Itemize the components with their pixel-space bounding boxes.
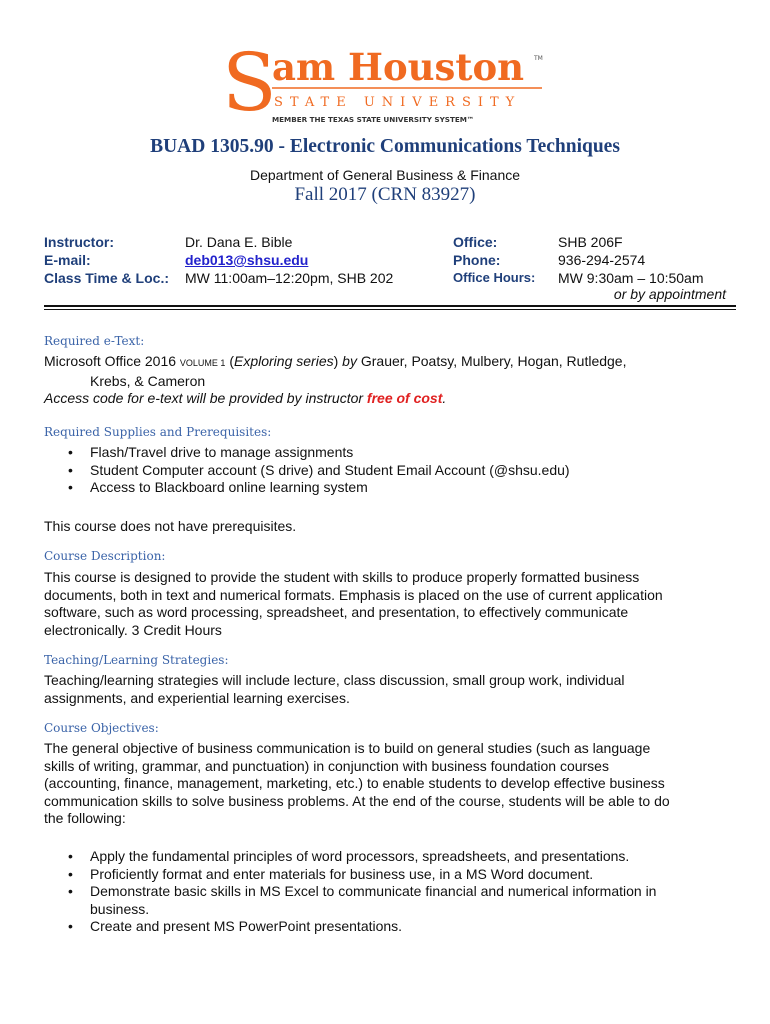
bullet-icon: • [68,479,73,495]
prerequisites-note: This course does not have prerequisites. [44,518,297,534]
supply-item-text: Student Computer account (S drive) and Student Email Account (@shsu.edu) [90,461,570,478]
description-line: software, such as word processing, spreadsheet, and presentation, to effectively communicate [44,604,629,620]
bullet-icon: • [68,444,73,460]
etext-series: Exploring series [234,353,334,369]
description-line: documents, both in text and numerical formats. Emphasis is placed on the use of current application [44,586,663,603]
instructor-label: Instructor: [44,234,114,250]
objectives-paragraph [44,740,734,828]
etext-by: by [342,353,357,369]
etext-title: Microsoft Office 2016 [44,353,180,369]
etext-volume: VOLUME 1 [179,358,226,368]
office-info-labels [453,233,535,287]
supplies-list [44,444,734,497]
etext-paren-open: ( [225,353,234,369]
logo-tagline-text: MEMBER THE TEXAS STATE UNIVERSITY SYSTEM™ [272,115,475,124]
instructor-info-labels [44,233,169,287]
objective-item-text-cont: business. [90,900,150,917]
logo-name-text: am Houston [272,45,525,89]
objectives-list [44,848,734,936]
etext-authors: Grauer, Poatsy, Mulbery, Hogan, Rutledge, [356,353,627,369]
objective-item-text: Apply the fundamental principles of word processors, spreadsheets, and presentations. [90,848,630,864]
department-name: Department of General Business & Finance [249,167,521,183]
office-hours-label: Office Hours: [453,270,536,285]
objective-item-text: Proficiently format and enter materials for business use, in a MS Word document. [90,865,594,882]
course-title: BUAD 1305.90 - Electronic Communications Techniques [150,136,620,157]
phone-value: 936-294-2574 [558,252,646,268]
etext-access-period: . [442,390,447,406]
etext-heading: Required e-Text: [44,334,145,348]
list-item [44,848,734,866]
bullet-icon: • [68,865,73,882]
office-value: SHB 206F [558,234,623,250]
phone-label: Phone: [453,252,501,268]
objectives-line: The general objective of business communication is to build on general studies (such as language [44,740,651,756]
list-item [44,462,734,480]
term-label: Fall 2017 (CRN 83927) [294,184,476,205]
bullet-icon: • [68,918,73,934]
objectives-line: (accounting, finance, management, marketing, etc.) to enable students to develop effective business [44,775,665,791]
supply-item-text: Flash/Travel drive to manage assignments [90,444,354,460]
office-info-values [558,233,704,287]
office-hours-note: or by appointment [613,286,726,302]
list-item [44,444,734,462]
description-heading: Course Description: [44,549,166,563]
header-rule-thin [44,309,736,310]
objectives-line: the following: [44,810,126,826]
class-time-value: MW 11:00am–12:20pm, SHB 202 [185,270,394,286]
supplies-heading: Required Supplies and Prerequisites: [44,425,272,439]
list-item [44,866,734,884]
bullet-icon: • [68,461,73,478]
class-time-label: Class Time & Loc.: [44,270,170,286]
list-item [44,918,734,936]
objective-item-text: Create and present MS PowerPoint presentations. [90,918,403,934]
etext-paragraph [44,353,734,408]
email-label: E-mail: [44,252,91,268]
strategies-heading: Teaching/Learning Strategies: [44,653,229,667]
logo-tm-text: TM [534,55,543,62]
strategies-line: assignments, and experiential learning exercises. [44,689,350,706]
office-hours-value: MW 9:30am – 10:50am [558,270,704,286]
bullet-icon: • [68,883,73,899]
strategies-line: Teaching/learning strategies will include lecture, class discussion, small group work, individual [44,672,625,688]
description-line: electronically. 3 Credit Hours [44,621,222,638]
office-label: Office: [453,234,498,250]
instructor-name: Dr. Dana E. Bible [185,234,293,250]
description-paragraph [44,569,734,639]
list-item [44,883,734,918]
etext-free-of-cost: free of cost [366,390,443,406]
objective-item-text: Demonstrate basic skills in MS Excel to communicate financial and numerical information in [90,883,657,899]
instructor-info-values [185,233,393,287]
strategies-paragraph [44,672,734,707]
supply-item-text: Access to Blackboard online learning system [90,479,368,495]
etext-access-text: Access code for e-text will be provided by instructor [44,390,367,406]
list-item [44,479,734,497]
sam-houston-state-university-logo [222,42,552,128]
header-rule [44,305,736,307]
logo-s-letter: S [222,42,277,128]
bullet-icon: • [68,848,73,864]
etext-authors-cont: Krebs, & Cameron [90,372,206,389]
email-link[interactable]: deb013@shsu.edu [185,252,309,268]
etext-paren-close: ) [333,353,343,369]
logo-university-text: STATE UNIVERSITY [274,95,522,110]
objectives-heading: Course Objectives: [44,721,159,735]
description-line: This course is designed to provide the student with skills to produce properly formatted business [44,569,640,585]
objectives-line: communication skills to solve business problems. At the end of the course, students will be able to do [44,792,670,809]
objectives-line: skills of writing, grammar, and punctuation) in conjunction with business foundation courses [44,757,609,774]
